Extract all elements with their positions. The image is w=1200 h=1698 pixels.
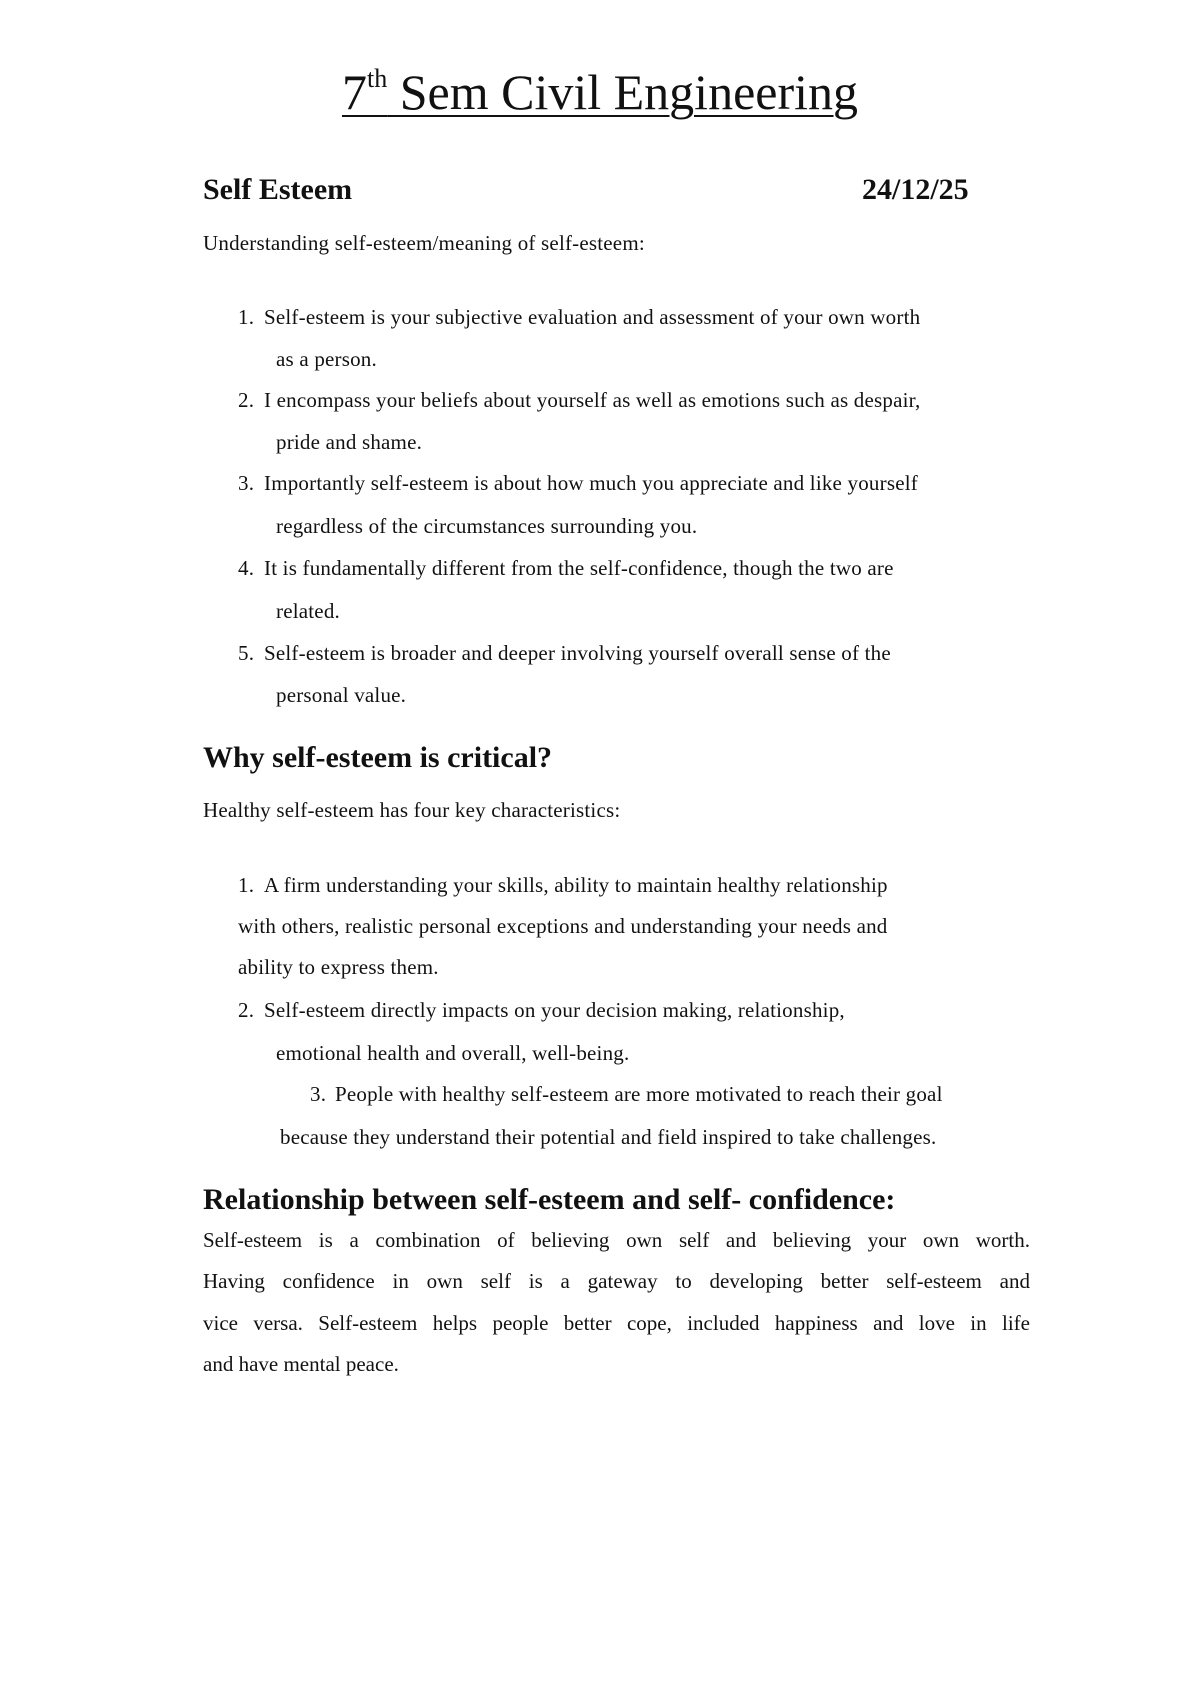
list-item-number: 1. (238, 305, 255, 329)
title-rest: Sem Civil Engineering (387, 64, 858, 120)
paragraph-line: Having confidence in own self is a gateway to developing better self-esteem and (203, 1269, 1030, 1293)
title-number: 7 (341, 64, 367, 120)
section2-intro: Healthy self-esteem has four key characteristics: (203, 798, 621, 822)
list-item-line: personal value. (276, 683, 407, 707)
list-item-line: because they understand their potential and field inspired to take challenges. (280, 1125, 937, 1149)
topic-date: 24/12/25 (862, 173, 969, 206)
list-item-line: pride and shame. (276, 430, 423, 454)
title-superscript: th (366, 64, 388, 93)
list-item-line: Importantly self-esteem is about how much you appreciate and like yourself (264, 471, 918, 495)
list-item-line: Self-esteem is broader and deeper involving yourself overall sense of the (264, 641, 891, 665)
list-item-line: with others, realistic personal exceptions and understanding your needs and (238, 914, 888, 938)
paragraph-line: Self-esteem is a combination of believing own self and believing your own worth. (203, 1228, 1030, 1252)
list-item-line: as a person. (276, 347, 377, 371)
list-item-number: 4. (238, 556, 255, 580)
list-item-number: 3. (238, 471, 255, 495)
section2-heading: Why self-esteem is critical? (203, 741, 553, 774)
section1-intro: Understanding self-esteem/meaning of self-esteem: (203, 231, 645, 255)
list-item-number: 2. (238, 388, 255, 412)
list-item-line: related. (276, 599, 340, 623)
list-item-line: emotional health and overall, well-being. (276, 1041, 630, 1065)
list-item-line: It is fundamentally different from the self-confidence, though the two are (264, 556, 894, 580)
list-item-line: regardless of the circumstances surrounding you. (276, 514, 698, 538)
list-item-line: Self-esteem is your subjective evaluation and assessment of your own worth (264, 305, 921, 329)
list-item-line: A firm understanding your skills, ability to maintain healthy relationship (264, 873, 888, 897)
list-item-line: I encompass your beliefs about yourself as well as emotions such as despair, (264, 388, 921, 412)
list-item-number: 5. (238, 641, 255, 665)
list-item-number: 1. (238, 873, 255, 897)
page-title (0, 62, 1200, 131)
list-item-number: 3. (310, 1082, 327, 1106)
paragraph-line: and have mental peace. (203, 1352, 399, 1376)
paragraph-line: vice versa. Self-esteem helps people better cope, included happiness and love in life (203, 1311, 1030, 1335)
list-item-number: 2. (238, 998, 255, 1022)
list-item-line: ability to express them. (238, 955, 439, 979)
topic-heading: Self Esteem (203, 173, 353, 206)
list-item-line: People with healthy self-esteem are more motivated to reach their goal (335, 1082, 943, 1106)
section3-heading: Relationship between self-esteem and self- confidence: (203, 1183, 896, 1216)
list-item-line: Self-esteem directly impacts on your decision making, relationship, (264, 998, 845, 1022)
